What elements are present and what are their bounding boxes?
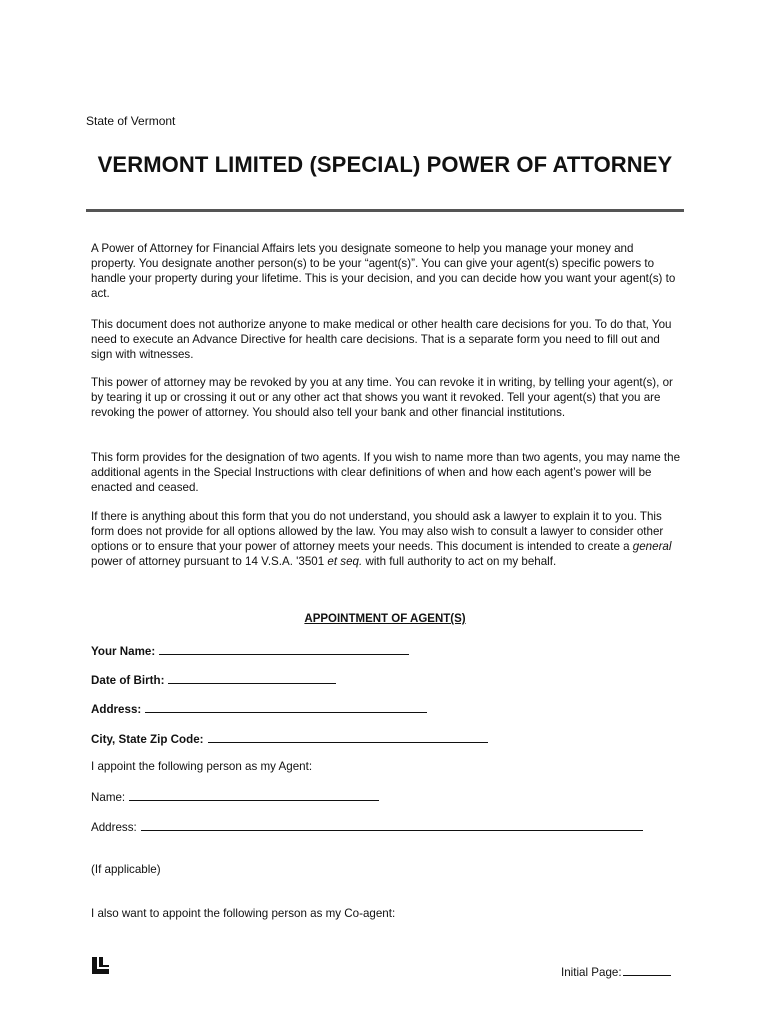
if-applicable-text: (If applicable) xyxy=(91,863,161,876)
initial-page-label: Initial Page: xyxy=(561,966,622,979)
initial-page-field[interactable] xyxy=(561,964,671,979)
title-divider xyxy=(86,209,684,212)
document-logo-icon xyxy=(91,956,110,975)
state-label: State of Vermont xyxy=(86,114,176,128)
intro-paragraph: A Power of Attorney for Financial Affairs lets you designate someone to help you manage your money and property. You designate another person(s) to be your “agent(s)”. You can give your agent(s) specific powers to handle your property during your lifetime. This is your decision, and you can decide how you want your agent(s) to act. xyxy=(91,242,676,300)
address-field[interactable] xyxy=(91,701,427,716)
address-line[interactable] xyxy=(145,701,427,713)
document-title: VERMONT LIMITED (SPECIAL) POWER OF ATTORNEY xyxy=(97,152,673,177)
city-line[interactable] xyxy=(208,731,488,743)
initial-page-line[interactable] xyxy=(623,964,671,976)
health-care-paragraph: This document does not authorize anyone to make medical or other health care decisions for you. To do that, You need to execute an Advance Directive for health care decisions. That is a separate form you need to fill out and sign with witnesses. xyxy=(91,318,672,361)
agent-name-label: Name: xyxy=(91,791,126,804)
appoint-agent-text: I appoint the following person as my Agent: xyxy=(91,760,313,773)
agent-address-field[interactable] xyxy=(91,819,643,834)
your-name-label: Your Name: xyxy=(91,645,156,658)
agent-name-field[interactable] xyxy=(91,789,379,804)
city-label: City, State Zip Code: xyxy=(91,733,204,746)
section-heading: APPOINTMENT OF AGENT(S) xyxy=(304,613,466,625)
city-field[interactable] xyxy=(91,731,488,746)
revocation-paragraph: This power of attorney may be revoked by you at any time. You can revoke it in writing, by telling your agent(s), or by tearing it up or crossing it out or any other act that shows you want it revoked. Tell your agent(s) that you are revoking the power of attorney. You should also tell your bank and other financial institutions. xyxy=(91,376,673,419)
legal-advice-paragraph: If there is anything about this form that you do not understand, you should ask a lawyer to explain it to you. This form does not provide for all options allowed by the law. You may also wish to consult a lawyer to consider other options or to ensure that your power of attorney meets your needs. This document is intended to create a general power of attorney pursuant to 14 V.S.A. '3501 et seq. with full authority to act on my behalf. xyxy=(91,510,672,568)
coagent-text: I also want to appoint the following person as my Co-agent: xyxy=(91,907,396,920)
agent-address-label: Address: xyxy=(91,821,137,834)
agent-address-line[interactable] xyxy=(141,819,643,831)
dob-field[interactable] xyxy=(91,672,336,687)
your-name-field[interactable] xyxy=(91,643,409,658)
agent-name-line[interactable] xyxy=(129,789,379,801)
address-label: Address: xyxy=(91,703,142,716)
your-name-line[interactable] xyxy=(159,643,409,655)
two-agents-paragraph: This form provides for the designation of two agents. If you wish to name more than two agents, you may name the additional agents in the Special Instructions with clear definitions of when and how each agent’s power will be enacted and ceased. xyxy=(91,451,681,494)
dob-label: Date of Birth: xyxy=(91,674,165,687)
dob-line[interactable] xyxy=(168,672,336,684)
